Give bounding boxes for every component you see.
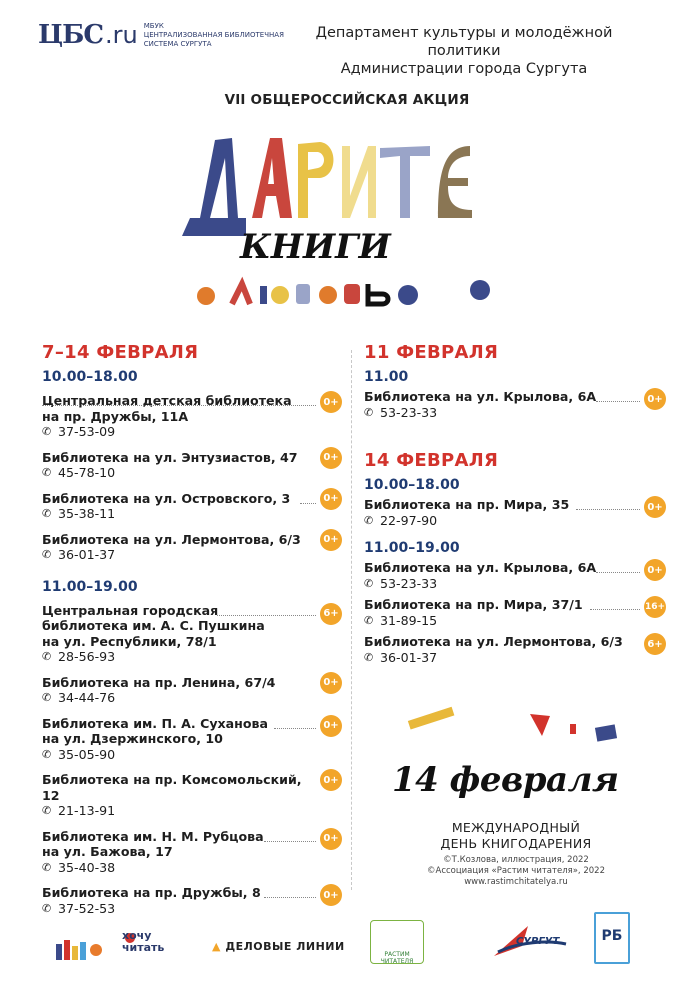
- library-phone: [364, 513, 632, 529]
- library-name: Библиотека им. Н. М. Рубцова: [42, 828, 264, 844]
- partner-logos: [52, 912, 652, 972]
- phone-number: 36-01-37: [380, 649, 438, 665]
- logo-domain: .ru: [105, 21, 138, 49]
- phone-icon: ✆: [42, 860, 52, 874]
- library-name: Библиотека на ул. Лермонтова, 6/3: [42, 531, 301, 547]
- library-entry: [364, 597, 666, 628]
- department-line: Администрации города Сургута: [340, 61, 588, 77]
- library-entry: [42, 829, 342, 876]
- phone-icon: ✆: [42, 691, 52, 704]
- book-giving-day-date: 14 февраля: [392, 760, 619, 800]
- phone-number: 22-97-90: [380, 512, 438, 528]
- library-phone: [364, 613, 632, 629]
- delovye-linii-logo: [212, 940, 345, 953]
- library-phone: [42, 747, 308, 763]
- schedule-left-column: [42, 342, 342, 916]
- logo-caption: [144, 22, 284, 49]
- library-entry: [42, 716, 342, 763]
- phone-number: 35-05-90: [58, 746, 116, 762]
- library-entry: [364, 634, 666, 665]
- copyright-credits: [400, 855, 632, 888]
- library-name: Библиотека на ул. Крылова, 6А: [364, 389, 597, 404]
- dotted-leader: [596, 401, 640, 402]
- library-entry: [42, 675, 342, 706]
- logo-caption-line: МБУК: [143, 21, 164, 30]
- library-logo: [38, 20, 284, 50]
- age-badge: 0+: [320, 672, 342, 694]
- library-name: Библиотека на пр. Комсомольский, 12: [42, 772, 302, 803]
- age-badge: 16+: [644, 596, 666, 618]
- dotted-leader: [590, 609, 640, 610]
- airport-surgut-logo: [488, 922, 568, 962]
- age-badge: 0+: [320, 391, 342, 413]
- library-phone: [42, 860, 308, 876]
- book-giving-day-title: [400, 820, 632, 852]
- phone-icon: ✆: [364, 513, 374, 527]
- phone-number: 37-52-53: [58, 900, 116, 916]
- phone-number: 53-23-33: [380, 404, 438, 420]
- dotted-leader: [576, 509, 640, 510]
- age-badge: 0+: [644, 496, 666, 518]
- dotted-leader: [264, 841, 316, 842]
- credit-line: ©Т.Козлова, иллюстрация, 2022: [443, 855, 589, 865]
- phone-number: 35-40-38: [58, 859, 116, 875]
- library-entry: [364, 389, 666, 420]
- age-badge: 0+: [320, 529, 342, 551]
- library-phone: [42, 547, 308, 563]
- phone-icon: ✆: [42, 901, 52, 915]
- library-entry: [364, 560, 666, 591]
- phone-number: 21-13-91: [58, 803, 116, 818]
- dotted-leader: [274, 728, 316, 729]
- age-badge: 0+: [644, 388, 666, 410]
- library-entry: [42, 532, 342, 563]
- library-name: на пр. Дружбы, 11А: [42, 408, 189, 424]
- phone-icon: ✆: [42, 425, 52, 438]
- library-name: Библиотека на пр. Ленина, 67/4: [42, 674, 276, 690]
- library-phone: [42, 690, 308, 706]
- phone-icon: ✆: [42, 548, 52, 561]
- age-badge: 0+: [320, 769, 342, 791]
- phone-number: 35-38-11: [58, 506, 116, 521]
- credit-line: www.rastimchitatelya.ru: [464, 877, 568, 887]
- phone-icon: ✆: [42, 650, 52, 663]
- dotted-leader: [300, 503, 316, 504]
- library-name: на ул. Республики, 78/1: [42, 633, 217, 649]
- library-phone: [42, 506, 308, 522]
- children-library-logo: [594, 912, 630, 964]
- library-name: на ул. Дзержинского, 10: [42, 731, 223, 746]
- library-phone: [364, 650, 632, 666]
- phone-number: 34-44-76: [58, 690, 116, 705]
- column-divider: [351, 350, 352, 890]
- department-line: Департамент культуры и молодёжной политики: [315, 25, 613, 59]
- dotted-leader: [596, 572, 640, 573]
- age-badge: 0+: [644, 559, 666, 581]
- credit-line: ©Ассоциация «Растим читателя», 2022: [427, 866, 605, 876]
- dotted-leader: [42, 405, 316, 406]
- time-heading: 11.00: [364, 369, 409, 385]
- library-entry: [42, 393, 342, 440]
- day-sub-line: МЕЖДУНАРОДНЫЙ: [451, 820, 581, 835]
- library-name: на ул. Бажова, 17: [42, 844, 173, 859]
- phone-number: 28-56-93: [58, 649, 116, 664]
- library-phone: [42, 424, 308, 440]
- phone-icon: ✆: [364, 650, 374, 664]
- rastim-chitatelya-logo: [370, 920, 424, 964]
- library-name: Центральная детская библиотека: [42, 393, 292, 408]
- delovye-linii-mark-icon: ▲: [212, 940, 221, 953]
- logo-caption-line: СИСТЕМА СУРГУТА: [143, 39, 212, 48]
- airport-surgut-text: СУРГУТ: [516, 936, 560, 947]
- library-name: Библиотека на пр. Мира, 37/1: [364, 597, 583, 612]
- day-sub-line: ДЕНЬ КНИГОДАРЕНИЯ: [440, 836, 592, 851]
- time-heading: 11.00–19.00: [42, 578, 138, 595]
- date-heading: 14 ФЕВРАЛЯ: [364, 450, 499, 471]
- hero-lettering: [170, 118, 520, 318]
- library-phone: [42, 649, 308, 665]
- dotted-leader: [217, 615, 316, 616]
- library-name: Библиотека на ул. Островского, 3: [42, 490, 291, 506]
- phone-icon: ✆: [42, 466, 52, 479]
- phone-icon: ✆: [42, 747, 52, 761]
- delovye-linii-text: ДЕЛОВЫЕ ЛИНИИ: [225, 940, 345, 953]
- phone-number: 37-53-09: [58, 424, 116, 439]
- department-title: [284, 24, 644, 78]
- age-badge: 0+: [320, 488, 342, 510]
- age-badge: 6+: [644, 633, 666, 655]
- time-heading: 11.00–19.00: [364, 540, 460, 556]
- date-heading: 7–14 ФЕВРАЛЯ: [42, 342, 199, 363]
- phone-icon: ✆: [364, 613, 374, 627]
- action-title: VII ОБЩЕРОССИЙСКАЯ АКЦИЯ: [224, 92, 470, 108]
- age-badge: 0+: [320, 715, 342, 737]
- library-name: Библиотека на пр. Мира, 35: [364, 497, 570, 512]
- age-badge: 6+: [320, 603, 342, 625]
- library-name: библиотека им. А. С. Пушкина: [42, 618, 265, 633]
- library-entry: [42, 603, 342, 665]
- hero-word-books: КНИГИ: [240, 227, 391, 267]
- library-entry: [364, 497, 666, 528]
- phone-number: 36-01-37: [58, 547, 116, 562]
- library-entry: [42, 772, 342, 819]
- rastim-chitatelya-text: РАСТИМ ЧИТАТЕЛЯ: [380, 951, 414, 965]
- library-name: Библиотека на пр. Дружбы, 8: [42, 885, 261, 900]
- age-badge: 0+: [320, 828, 342, 850]
- library-phone: [42, 803, 308, 819]
- library-entry: [42, 491, 342, 522]
- phone-icon: ✆: [364, 576, 374, 590]
- schedule-right-column: [364, 342, 666, 665]
- library-name: Библиотека на ул. Крылова, 6А: [364, 560, 597, 575]
- logo-caption-line: ЦЕНТРАЛИЗОВАННАЯ БИБЛИОТЕЧНАЯ: [143, 30, 284, 39]
- logo-mark: ЦБС: [38, 20, 104, 50]
- phone-number: 45-78-10: [58, 465, 116, 480]
- phone-number: 53-23-33: [380, 575, 438, 591]
- library-phone: [364, 576, 632, 592]
- date-heading: 11 ФЕВРАЛЯ: [364, 342, 499, 363]
- children-library-text: РБ: [601, 928, 623, 944]
- library-entry: [42, 450, 342, 481]
- time-heading: 10.00–18.00: [364, 477, 460, 493]
- phone-icon: ✆: [364, 405, 374, 419]
- dotted-leader: [264, 897, 316, 898]
- library-name: Библиотека на ул. Лермонтова, 6/3: [364, 634, 623, 649]
- phone-number: 31-89-15: [380, 612, 438, 628]
- age-badge: 0+: [320, 884, 342, 906]
- library-name: Библиотека им. П. А. Суханова: [42, 715, 268, 731]
- phone-icon: ✆: [42, 804, 52, 817]
- age-badge: 0+: [320, 447, 342, 469]
- phone-icon: ✆: [42, 507, 52, 520]
- hochu-chitat-text: хочу читать: [122, 929, 165, 954]
- library-phone: [42, 465, 308, 481]
- library-name: Библиотека на ул. Энтузиастов, 47: [42, 449, 298, 465]
- library-phone: [364, 405, 632, 421]
- library-name: Центральная городская: [42, 602, 219, 618]
- time-heading: 10.00–18.00: [42, 369, 138, 385]
